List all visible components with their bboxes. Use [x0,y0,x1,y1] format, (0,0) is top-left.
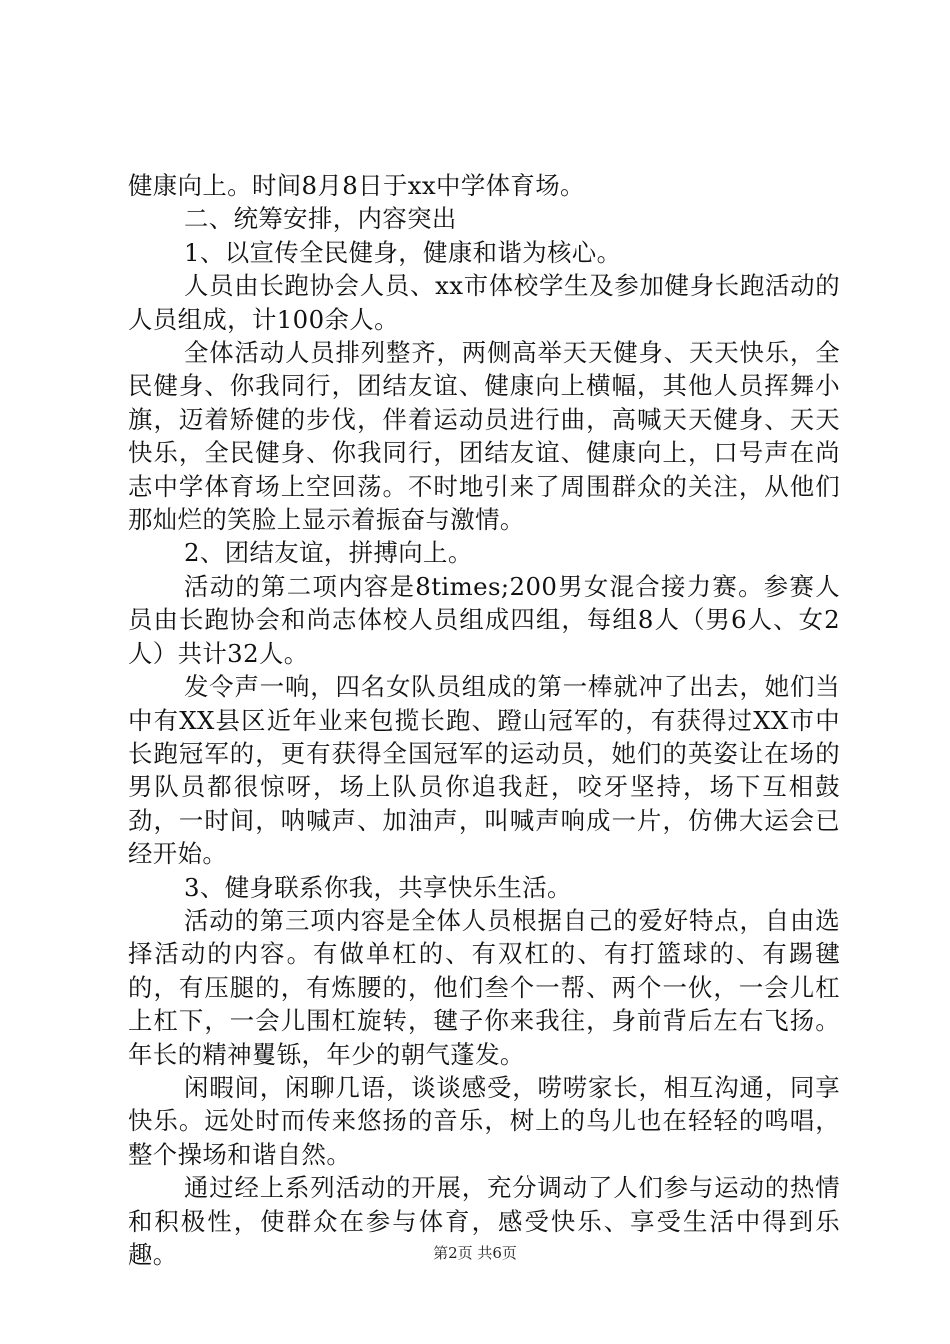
paragraph-march: 全体活动人员排列整齐，两侧高举天天健身、天天快乐，全民健身、你我同行，团结友谊、健康向上横幅，其他人员挥舞小旗，迈着矫健的步伐，伴着运动员进行曲，高喊天天健身、天天快乐，全民健身、你我同行，团结友谊、健康向上，口号声在尚志中学体育场上空回荡。不时地引来了周围群众的关注，从他们那灿烂的笑脸上显示着振奋与激情。 [128,338,840,535]
paragraph-1: 健康向上。时间8月8日于xx中学体育场。 [128,171,585,200]
paragraph-participants: 人员由长跑协会人员、xx市体校学生及参加健身长跑活动的人员组成，计100余人。 [128,271,840,334]
section-heading-2: 二、统筹安排，内容突出 [184,204,457,234]
document-body [128,169,840,1271]
subheading-1: 1、以宣传全民健身，健康和谐为核心。 [184,237,622,267]
paragraph-leisure: 闲暇间，闲聊几语，谈谈感受，唠唠家长，相互沟通，同享快乐。远处时而传来悠扬的音乐，树上的鸟儿也在轻轻的鸣唱，整个操场和谐自然。 [128,1072,840,1169]
page-number-label: 第2页 共6页 [433,1244,517,1262]
subheading-2: 2、团结友谊，拼搏向上。 [184,538,473,568]
subheading-3: 3、健身联系你我，共享快乐生活。 [184,872,572,902]
paragraph-free-activities: 活动的第三项内容是全体人员根据自己的爱好特点，自由选择活动的内容。有做单杠的、有双杠的、有打篮球的、有踢毽的，有压腿的，有炼腰的，他们叁个一帮、两个一伙，一会儿杠上杠下，一会儿围杠旋转，毽子你来我往，身前背后左右飞扬。年长的精神矍铄，年少的朝气蓬发。 [128,905,840,1069]
page-footer [0,1243,950,1263]
paragraph-conclusion: 通过经上系列活动的开展，充分调动了人们参与运动的热情和积极性，使群众在参与体育，感受快乐、享受生活中得到乐趣。 [128,1173,840,1269]
paragraph-race: 发令声一响，四名女队员组成的第一棒就冲了出去，她们当中有XX县区近年业来包揽长跑、蹬山冠军的，有获得过XX市中长跑冠军的，更有获得全国冠军的运动员，她们的英姿让在场的男队员都很惊呀，场上队员你追我赶，咬牙坚持，场下互相鼓劲，一时间，呐喊声、加油声，叫喊声响成一片，仿佛大运会已经开始。 [128,672,840,869]
paragraph-relay: 活动的第二项内容是8times;200男女混合接力赛。参赛人员由长跑协会和尚志体校人员组成四组，每组8人（男6人、女2人）共计32人。 [128,571,840,668]
